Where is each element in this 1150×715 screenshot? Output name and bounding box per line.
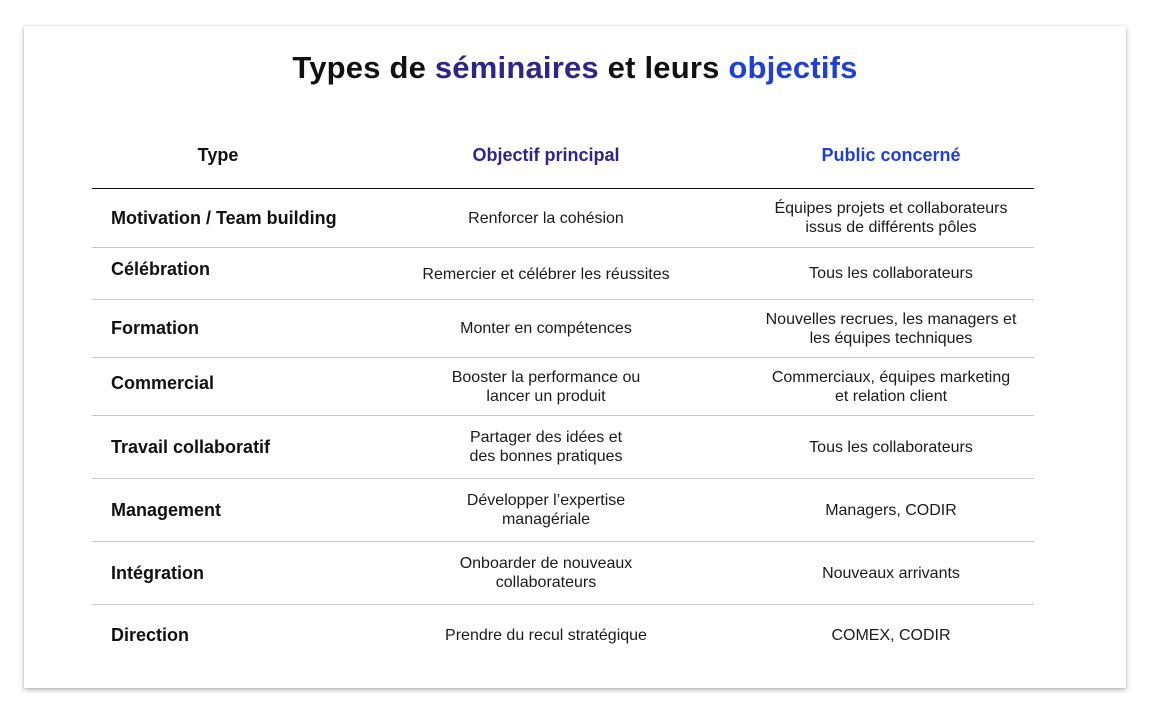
row-audience: Commerciaux, équipes marketing et relation client xyxy=(771,368,1011,405)
row-objective: Booster la performance ou lancer un produit xyxy=(451,368,641,405)
row-type: Travail collaboratif xyxy=(111,436,271,457)
header-objective: Objectif principal xyxy=(472,144,620,165)
row-audience: Managers, CODIR xyxy=(825,501,957,519)
row-type: Intégration xyxy=(111,562,204,583)
row-type: Commercial xyxy=(111,373,215,393)
seminar-table xyxy=(92,122,1034,665)
content-card xyxy=(24,26,1126,688)
table-row xyxy=(92,542,1034,605)
row-audience: Tous les collaborateurs xyxy=(809,438,973,456)
row-audience: Nouveaux arrivants xyxy=(822,564,960,582)
title-part-3: et leurs xyxy=(598,50,729,85)
row-objective: Remercier et célébrer les réussites xyxy=(422,266,670,283)
row-type: Formation xyxy=(111,318,199,338)
title-part-4: objectifs xyxy=(728,50,858,85)
row-audience: Équipes projets et collaborateurs issus de différents pôles xyxy=(774,200,1008,236)
row-audience: Tous les collaborateurs xyxy=(809,265,973,282)
row-type: Motivation / Team building xyxy=(111,207,337,228)
row-type: Direction xyxy=(111,624,190,645)
page-title xyxy=(24,50,1126,86)
row-objective: Onboarder de nouveaux collaborateurs xyxy=(459,555,633,591)
table-row xyxy=(92,479,1034,542)
row-objective: Développer l’expertise managériale xyxy=(466,492,626,528)
title-part-1: Types de xyxy=(292,50,435,85)
table-row xyxy=(92,416,1034,479)
row-audience: COMEX, CODIR xyxy=(831,626,951,644)
table-row xyxy=(92,248,1034,300)
table-header xyxy=(92,122,1034,189)
title-part-2: séminaires xyxy=(434,50,599,85)
table-row xyxy=(92,189,1034,248)
row-objective: Renforcer la cohésion xyxy=(468,209,624,227)
header-type: Type xyxy=(197,144,239,165)
row-type: Management xyxy=(111,499,222,520)
row-objective: Prendre du recul stratégique xyxy=(445,626,647,644)
header-audience: Public concerné xyxy=(821,144,961,165)
row-type: Célébration xyxy=(111,259,211,279)
table-row xyxy=(92,300,1034,358)
row-objective: Partager des idées et des bonnes pratiques xyxy=(469,429,623,465)
row-audience: Nouvelles recrues, les managers et les équipes techniques xyxy=(765,310,1017,347)
table-row xyxy=(92,358,1034,416)
table-row xyxy=(92,605,1034,665)
row-objective: Monter en compétences xyxy=(460,320,632,337)
